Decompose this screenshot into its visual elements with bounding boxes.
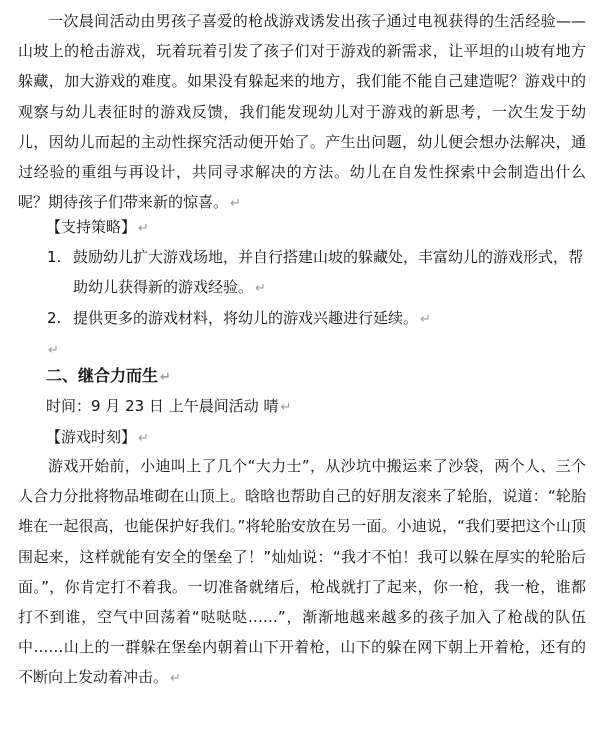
list-number: 2.	[47, 309, 62, 327]
paragraph-mark-icon: ↵	[138, 221, 149, 236]
paragraph-mark-icon: ↵	[230, 196, 241, 212]
paragraph-mark-icon: ↵	[280, 400, 292, 415]
support-list-item-2	[47, 303, 577, 333]
paragraph-mark-icon: ↵	[138, 431, 149, 446]
paragraph-mark-icon: ↵	[255, 281, 266, 296]
time-line: 时间：9 月 23 日 上午晨间活动 晴 ↵	[46, 397, 292, 415]
list-item-text: 提供更多的游戏材料，将幼儿的游戏兴趣进行延续。 ↵	[73, 309, 431, 327]
paragraph-mark-icon: ↵	[420, 312, 431, 327]
story-paragraph: 游戏开始前，小迪叫上了几个“大力士”，从沙坑中搬运来了沙袋，两个人、三个人合力分批将物品堆砌在山顶上。晗晗也帮助自己的好朋友滚来了轮胎，说道：“轮胎堆在一起很高，也能保护好我们。”将轮胎安放在另一面。小迪说，“我们要把这个山顶围起来，这样就能有安全的堡垒了！”灿灿说：“我才不怕！我可以躲在厚实的轮胎后面。”，你肯定打不着我。一切准备就绪后，枪战就打了起来，你一枪，我一枪，谁都打不到谁，空气中回荡着“哒哒哒……”，渐渐地越来越多的孩子加入了枪战的队伍中……山上的一群躲在堡垒内朝着山下开着枪，山下的躲在网下朝上开着枪，还有的不断向上发动着冲击。 ↵	[18, 457, 586, 687]
paragraph-mark-icon: ↵	[170, 671, 181, 687]
list-number: 1.	[47, 248, 62, 266]
support-heading: 【支持策略】 ↵	[46, 218, 149, 236]
empty-paragraph	[46, 339, 59, 361]
moment-heading: 【游戏时刻】 ↵	[46, 428, 149, 446]
list-item-text: 鼓励幼儿扩大游戏场地，并自行搭建山坡的躲藏处，丰富幼儿的游戏形式，帮助幼儿获得新的游戏经验。 ↵	[73, 248, 584, 296]
paragraph-mark-icon: ↵	[160, 370, 171, 385]
section-title: 二、继合力而生 ↵	[46, 366, 171, 385]
intro-paragraph: 一次晨间活动由男孩子喜爱的枪战游戏诱发出孩子通过电视获得的生活经验——山坡上的枪击游戏，玩着玩着引发了孩子们对于游戏的新需求，让平坦的山坡有地方躲藏，加大游戏的难度。如果没有躲起来的地方，我们能不能自己建造呢？游戏中的观察与幼儿表征时的游戏反馈，我们能发现幼儿对于游戏的新思考，一次生发于幼儿，因幼儿而起的主动性探究活动便开始了。产生出问题，幼儿便会想办法解决，通过经验的重组与再设计，共同寻求解决的方法。幼儿在自发性探索中会制造出什么呢？期待孩子们带来新的惊喜。 ↵	[18, 12, 586, 212]
paragraph-mark-icon: ↵	[48, 343, 59, 358]
support-list-item-1	[47, 242, 584, 302]
